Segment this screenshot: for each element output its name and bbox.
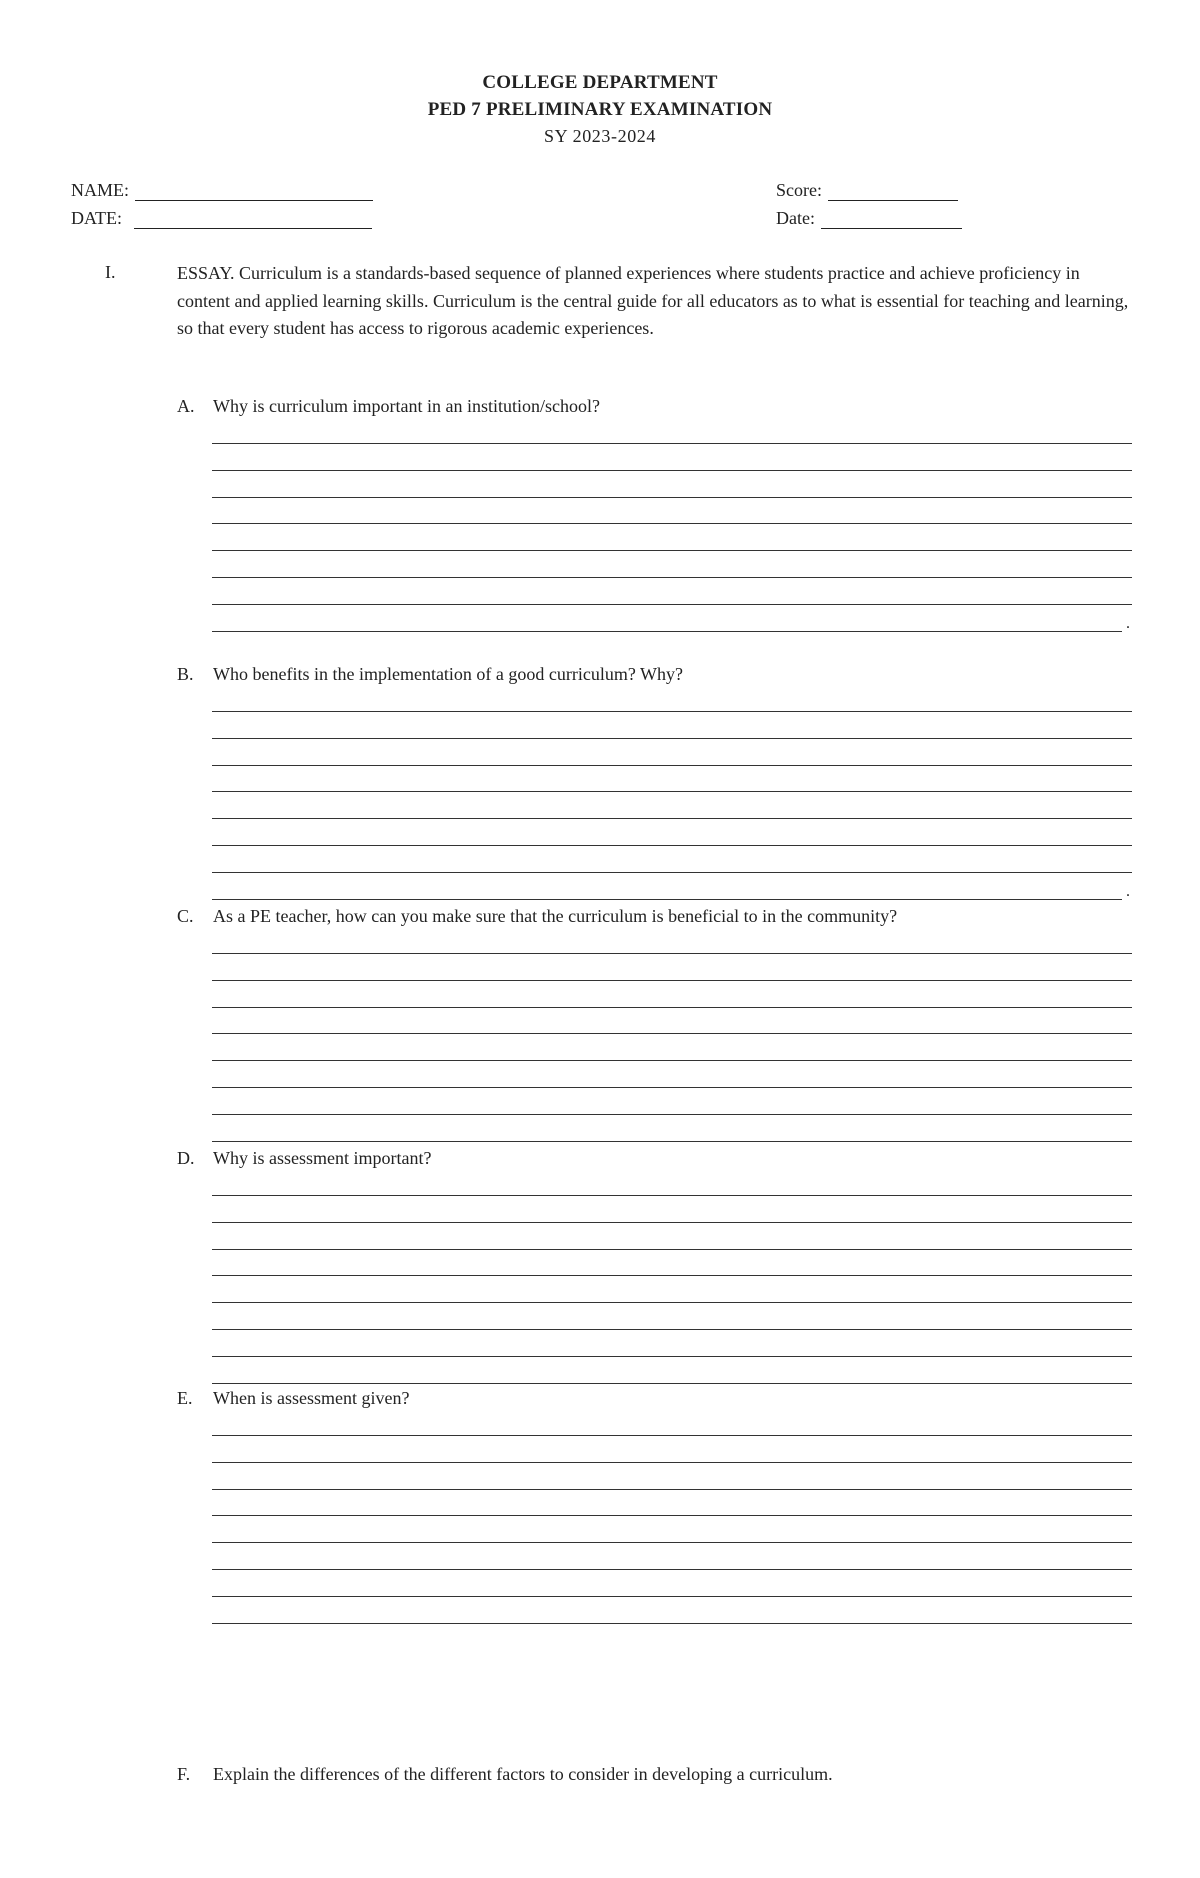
answer-line[interactable] bbox=[212, 577, 1132, 578]
question-d bbox=[177, 1148, 431, 1169]
question-letter: B. bbox=[177, 664, 194, 684]
question-c bbox=[177, 906, 897, 927]
answer-line[interactable] bbox=[212, 1435, 1132, 1436]
answer-line[interactable] bbox=[212, 1542, 1132, 1543]
answer-line[interactable] bbox=[212, 1569, 1132, 1570]
question-letter: D. bbox=[177, 1148, 195, 1168]
answer-line[interactable] bbox=[212, 1275, 1132, 1276]
answer-line[interactable] bbox=[212, 1462, 1132, 1463]
question-text: Why is assessment important? bbox=[213, 1148, 432, 1168]
school-year: SY 2023-2024 bbox=[543, 126, 657, 146]
score-label: Score: bbox=[776, 180, 822, 200]
name-field[interactable] bbox=[71, 180, 373, 201]
date-field[interactable] bbox=[71, 208, 372, 229]
answer-period: . bbox=[1126, 614, 1130, 632]
answer-line[interactable] bbox=[212, 1515, 1132, 1516]
score-field[interactable] bbox=[776, 180, 958, 201]
answer-line[interactable] bbox=[212, 1302, 1132, 1303]
answer-line[interactable] bbox=[212, 818, 1132, 819]
question-letter: A. bbox=[177, 396, 195, 416]
answer-line[interactable] bbox=[212, 1489, 1132, 1490]
date2-field[interactable] bbox=[776, 208, 962, 229]
question-text: As a PE teacher, how can you make sure that the curriculum is beneficial to in the community? bbox=[213, 906, 898, 926]
answer-line[interactable] bbox=[212, 1007, 1132, 1008]
question-letter: F. bbox=[177, 1764, 191, 1784]
answer-line[interactable] bbox=[212, 1623, 1132, 1624]
question-text: Why is curriculum important in an institution/school? bbox=[213, 396, 600, 416]
name-blank[interactable] bbox=[135, 180, 373, 201]
exam-title: PED 7 PRELIMINARY EXAMINATION bbox=[427, 99, 773, 120]
answer-area-d[interactable] bbox=[212, 1195, 1132, 1409]
date-blank[interactable] bbox=[134, 208, 372, 229]
answer-line[interactable] bbox=[212, 899, 1122, 900]
question-letter: C. bbox=[177, 906, 194, 926]
question-f bbox=[177, 1764, 833, 1785]
answer-line[interactable] bbox=[212, 845, 1132, 846]
answer-line[interactable] bbox=[212, 497, 1132, 498]
answer-area-c[interactable] bbox=[212, 953, 1132, 1167]
answer-line[interactable] bbox=[212, 1383, 1132, 1384]
answer-line[interactable] bbox=[212, 443, 1132, 444]
answer-line[interactable] bbox=[212, 738, 1132, 739]
question-text: When is assessment given? bbox=[213, 1388, 410, 1408]
question-text: Explain the differences of the different factors to consider in developing a curriculum. bbox=[213, 1764, 833, 1784]
answer-line[interactable] bbox=[212, 980, 1132, 981]
section-intro: ESSAY. Curriculum is a standards-based sequence of planned experiences where students practice and achieve proficiency in content and applied learning skills. Curriculum is the central guide for all educators as to what is essential for teaching and learning, so that every student has access to rigorous academic experiences. bbox=[177, 263, 1129, 338]
answer-area-b[interactable] bbox=[212, 711, 1132, 925]
answer-line[interactable] bbox=[212, 550, 1132, 551]
answer-line[interactable] bbox=[212, 872, 1132, 873]
question-letter: E. bbox=[177, 1388, 193, 1408]
answer-line[interactable] bbox=[212, 1141, 1132, 1142]
answer-period: . bbox=[1126, 882, 1130, 900]
date-label: DATE: bbox=[71, 208, 122, 228]
answer-line[interactable] bbox=[212, 1060, 1132, 1061]
answer-line[interactable] bbox=[212, 1033, 1132, 1034]
question-b bbox=[177, 664, 683, 685]
answer-line[interactable] bbox=[212, 1087, 1132, 1088]
date2-blank[interactable] bbox=[821, 208, 962, 229]
answer-line[interactable] bbox=[212, 523, 1132, 524]
score-blank[interactable] bbox=[828, 180, 958, 201]
answer-line[interactable] bbox=[212, 765, 1132, 766]
date2-label: Date: bbox=[776, 208, 815, 228]
answer-line[interactable] bbox=[212, 953, 1132, 954]
answer-line[interactable] bbox=[212, 1195, 1132, 1196]
answer-line[interactable] bbox=[212, 1596, 1132, 1597]
name-label: NAME: bbox=[71, 180, 129, 200]
answer-line[interactable] bbox=[212, 1249, 1132, 1250]
answer-line[interactable] bbox=[212, 711, 1132, 712]
question-text: Who benefits in the implementation of a good curriculum? Why? bbox=[213, 664, 684, 684]
section-numeral: I. bbox=[105, 262, 116, 282]
answer-line[interactable] bbox=[212, 791, 1132, 792]
answer-line[interactable] bbox=[212, 470, 1132, 471]
answer-area-a[interactable] bbox=[212, 443, 1132, 657]
answer-line[interactable] bbox=[212, 604, 1132, 605]
answer-line[interactable] bbox=[212, 1356, 1132, 1357]
question-a bbox=[177, 396, 600, 417]
answer-area-e[interactable] bbox=[212, 1435, 1132, 1649]
answer-line[interactable] bbox=[212, 1114, 1132, 1115]
answer-line[interactable] bbox=[212, 1222, 1132, 1223]
question-e bbox=[177, 1388, 409, 1409]
department-title: COLLEGE DEPARTMENT bbox=[482, 72, 718, 93]
answer-line[interactable] bbox=[212, 1329, 1132, 1330]
answer-line[interactable] bbox=[212, 631, 1122, 632]
